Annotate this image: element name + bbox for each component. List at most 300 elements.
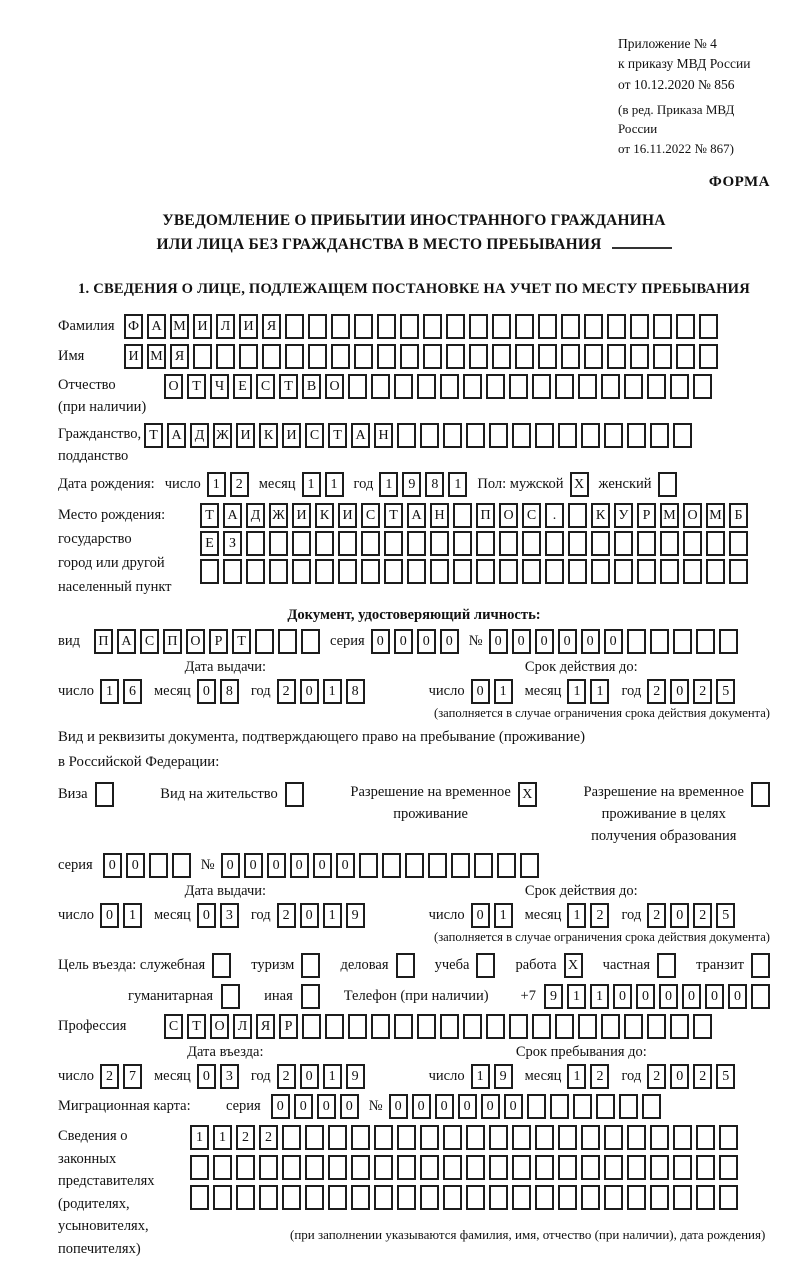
char-cell[interactable] [637, 531, 656, 556]
char-cell[interactable] [476, 559, 495, 584]
char-cell[interactable]: 2 [100, 1064, 119, 1089]
char-cell[interactable] [550, 1094, 569, 1119]
char-cell[interactable] [348, 374, 367, 399]
char-cell[interactable]: Д [190, 423, 209, 448]
char-cell[interactable]: 9 [346, 903, 365, 928]
char-cell[interactable] [328, 1185, 347, 1210]
char-cell[interactable]: М [706, 503, 725, 528]
char-cell[interactable]: 0 [435, 1094, 454, 1119]
char-cell[interactable] [259, 1155, 278, 1180]
title-blank-line[interactable] [612, 236, 672, 249]
char-cell[interactable] [338, 559, 357, 584]
char-cell[interactable] [545, 559, 564, 584]
char-cell[interactable]: И [292, 503, 311, 528]
char-cell[interactable] [535, 1125, 554, 1150]
char-cell[interactable]: 2 [236, 1125, 255, 1150]
char-cell[interactable]: 1 [190, 1125, 209, 1150]
char-cell[interactable] [581, 1185, 600, 1210]
char-cell[interactable]: Я [256, 1014, 275, 1039]
char-cell[interactable] [604, 423, 623, 448]
char-cell[interactable]: Т [200, 503, 219, 528]
char-cell[interactable]: 0 [471, 903, 490, 928]
char-cell[interactable] [522, 531, 541, 556]
char-cell[interactable]: Т [187, 1014, 206, 1039]
char-cell[interactable]: 0 [670, 679, 689, 704]
char-cell[interactable] [246, 531, 265, 556]
char-cell[interactable] [584, 344, 603, 369]
char-cell[interactable] [515, 344, 534, 369]
char-cell[interactable]: 0 [458, 1094, 477, 1119]
char-cell[interactable] [466, 1125, 485, 1150]
char-cell[interactable]: 1 [213, 1125, 232, 1150]
char-cell[interactable] [719, 1155, 738, 1180]
char-cell[interactable] [538, 344, 557, 369]
char-cell[interactable] [568, 559, 587, 584]
char-cell[interactable] [463, 374, 482, 399]
char-cell[interactable] [607, 344, 626, 369]
char-cell[interactable] [653, 344, 672, 369]
char-cell[interactable]: 1 [379, 472, 398, 497]
char-cell[interactable] [650, 629, 669, 654]
char-cell[interactable] [719, 629, 738, 654]
char-cell[interactable] [338, 531, 357, 556]
char-cell[interactable]: 1 [448, 472, 467, 497]
char-cell[interactable] [596, 1094, 615, 1119]
char-cell[interactable]: И [193, 314, 212, 339]
char-cell[interactable] [486, 1014, 505, 1039]
char-cell[interactable] [328, 1155, 347, 1180]
char-cell[interactable]: 2 [647, 679, 666, 704]
char-cell[interactable]: Т [144, 423, 163, 448]
char-cell[interactable]: 2 [277, 679, 296, 704]
char-cell[interactable]: С [164, 1014, 183, 1039]
char-cell[interactable] [190, 1155, 209, 1180]
char-cell[interactable] [527, 1094, 546, 1119]
char-cell[interactable] [223, 559, 242, 584]
char-cell[interactable] [581, 1155, 600, 1180]
char-cell[interactable] [407, 559, 426, 584]
char-cell[interactable]: У [614, 503, 633, 528]
char-cell[interactable] [630, 344, 649, 369]
char-cell[interactable] [558, 1125, 577, 1150]
char-cell[interactable] [696, 1185, 715, 1210]
char-cell[interactable]: И [124, 344, 143, 369]
char-cell[interactable] [627, 423, 646, 448]
char-cell[interactable]: О [186, 629, 205, 654]
char-cell[interactable]: М [170, 314, 189, 339]
char-cell[interactable] [532, 1014, 551, 1039]
char-cell[interactable] [512, 1125, 531, 1150]
char-cell[interactable]: Ж [269, 503, 288, 528]
char-cell[interactable] [660, 531, 679, 556]
char-cell[interactable] [676, 344, 695, 369]
char-cell[interactable] [400, 344, 419, 369]
char-cell[interactable] [285, 782, 304, 807]
char-cell[interactable] [262, 344, 281, 369]
char-cell[interactable]: Ж [213, 423, 232, 448]
char-cell[interactable]: 0 [512, 629, 531, 654]
char-cell[interactable] [466, 1155, 485, 1180]
char-cell[interactable]: 9 [402, 472, 421, 497]
char-cell[interactable] [405, 853, 424, 878]
char-cell[interactable] [650, 423, 669, 448]
char-cell[interactable]: Ч [210, 374, 229, 399]
char-cell[interactable] [601, 374, 620, 399]
char-cell[interactable] [348, 1014, 367, 1039]
char-cell[interactable]: 3 [220, 903, 239, 928]
char-cell[interactable] [624, 1014, 643, 1039]
char-cell[interactable] [420, 423, 439, 448]
char-cell[interactable] [699, 314, 718, 339]
char-cell[interactable] [558, 1185, 577, 1210]
char-cell[interactable] [469, 314, 488, 339]
char-cell[interactable] [607, 314, 626, 339]
char-cell[interactable] [397, 1125, 416, 1150]
char-cell[interactable]: 0 [300, 903, 319, 928]
char-cell[interactable] [301, 629, 320, 654]
char-cell[interactable]: Б [729, 503, 748, 528]
char-cell[interactable] [269, 531, 288, 556]
char-cell[interactable] [305, 1155, 324, 1180]
char-cell[interactable] [190, 1185, 209, 1210]
char-cell[interactable]: П [94, 629, 113, 654]
char-cell[interactable] [653, 314, 672, 339]
char-cell[interactable]: Р [279, 1014, 298, 1039]
char-cell[interactable]: 0 [558, 629, 577, 654]
char-cell[interactable] [627, 1125, 646, 1150]
char-cell[interactable]: Н [430, 503, 449, 528]
char-cell[interactable] [555, 1014, 574, 1039]
char-cell[interactable]: 0 [604, 629, 623, 654]
char-cell[interactable] [382, 853, 401, 878]
char-cell[interactable]: 0 [535, 629, 554, 654]
char-cell[interactable] [729, 559, 748, 584]
char-cell[interactable]: 0 [659, 984, 678, 1009]
char-cell[interactable]: 1 [471, 1064, 490, 1089]
char-cell[interactable] [683, 531, 702, 556]
char-cell[interactable] [751, 984, 770, 1009]
char-cell[interactable]: Р [637, 503, 656, 528]
char-cell[interactable] [535, 423, 554, 448]
char-cell[interactable] [650, 1185, 669, 1210]
char-cell[interactable]: 1 [590, 679, 609, 704]
char-cell[interactable] [269, 559, 288, 584]
char-cell[interactable]: А [351, 423, 370, 448]
char-cell[interactable]: В [302, 374, 321, 399]
char-cell[interactable] [515, 314, 534, 339]
char-cell[interactable] [751, 782, 770, 807]
char-cell[interactable]: 2 [647, 1064, 666, 1089]
char-cell[interactable] [512, 1185, 531, 1210]
char-cell[interactable]: С [305, 423, 324, 448]
char-cell[interactable] [407, 531, 426, 556]
char-cell[interactable] [627, 1155, 646, 1180]
char-cell[interactable] [591, 559, 610, 584]
char-cell[interactable] [397, 423, 416, 448]
char-cell[interactable]: 0 [313, 853, 332, 878]
char-cell[interactable]: 8 [346, 679, 365, 704]
char-cell[interactable] [440, 374, 459, 399]
char-cell[interactable] [430, 531, 449, 556]
char-cell[interactable]: 2 [693, 1064, 712, 1089]
char-cell[interactable] [538, 314, 557, 339]
char-cell[interactable] [693, 1014, 712, 1039]
char-cell[interactable] [302, 1014, 321, 1039]
char-cell[interactable]: 0 [417, 629, 436, 654]
char-cell[interactable] [561, 314, 580, 339]
char-cell[interactable]: Т [232, 629, 251, 654]
char-cell[interactable] [614, 559, 633, 584]
char-cell[interactable] [453, 531, 472, 556]
char-cell[interactable]: 0 [126, 853, 145, 878]
char-cell[interactable] [568, 503, 587, 528]
char-cell[interactable]: 0 [300, 679, 319, 704]
char-cell[interactable] [371, 1014, 390, 1039]
char-cell[interactable] [581, 423, 600, 448]
char-cell[interactable] [604, 1125, 623, 1150]
char-cell[interactable]: 0 [340, 1094, 359, 1119]
char-cell[interactable]: К [259, 423, 278, 448]
char-cell[interactable] [673, 423, 692, 448]
char-cell[interactable] [751, 953, 770, 978]
char-cell[interactable] [301, 984, 320, 1009]
char-cell[interactable] [361, 531, 380, 556]
char-cell[interactable] [601, 1014, 620, 1039]
char-cell[interactable] [673, 1185, 692, 1210]
char-cell[interactable] [446, 314, 465, 339]
char-cell[interactable] [278, 629, 297, 654]
char-cell[interactable]: О [210, 1014, 229, 1039]
char-cell[interactable] [236, 1185, 255, 1210]
char-cell[interactable] [673, 1155, 692, 1180]
char-cell[interactable] [696, 1125, 715, 1150]
char-cell[interactable]: 0 [581, 629, 600, 654]
char-cell[interactable] [489, 423, 508, 448]
char-cell[interactable]: 8 [425, 472, 444, 497]
char-cell[interactable]: Е [200, 531, 219, 556]
char-cell[interactable] [351, 1155, 370, 1180]
char-cell[interactable]: 1 [590, 984, 609, 1009]
char-cell[interactable]: И [282, 423, 301, 448]
char-cell[interactable] [492, 344, 511, 369]
char-cell[interactable]: 0 [290, 853, 309, 878]
char-cell[interactable] [676, 314, 695, 339]
char-cell[interactable] [384, 531, 403, 556]
char-cell[interactable] [476, 531, 495, 556]
char-cell[interactable] [374, 1125, 393, 1150]
char-cell[interactable] [647, 1014, 666, 1039]
char-cell[interactable]: 0 [636, 984, 655, 1009]
char-cell[interactable]: 0 [244, 853, 263, 878]
char-cell[interactable]: 2 [259, 1125, 278, 1150]
char-cell[interactable] [658, 472, 677, 497]
char-cell[interactable] [463, 1014, 482, 1039]
char-cell[interactable] [492, 314, 511, 339]
char-cell[interactable]: 2 [590, 903, 609, 928]
char-cell[interactable]: 0 [197, 1064, 216, 1089]
char-cell[interactable]: . [545, 503, 564, 528]
char-cell[interactable]: И [338, 503, 357, 528]
char-cell[interactable]: 0 [371, 629, 390, 654]
char-cell[interactable] [172, 853, 191, 878]
char-cell[interactable] [259, 1185, 278, 1210]
char-cell[interactable]: О [164, 374, 183, 399]
char-cell[interactable] [255, 629, 274, 654]
char-cell[interactable] [466, 1185, 485, 1210]
char-cell[interactable] [706, 531, 725, 556]
char-cell[interactable] [578, 1014, 597, 1039]
char-cell[interactable] [236, 1155, 255, 1180]
char-cell[interactable] [384, 559, 403, 584]
char-cell[interactable]: 0 [294, 1094, 313, 1119]
char-cell[interactable]: Р [209, 629, 228, 654]
char-cell[interactable]: 0 [197, 679, 216, 704]
char-cell[interactable]: 5 [716, 1064, 735, 1089]
char-cell[interactable] [377, 314, 396, 339]
char-cell[interactable] [212, 953, 231, 978]
char-cell[interactable] [670, 1014, 689, 1039]
char-cell[interactable] [216, 344, 235, 369]
char-cell[interactable] [627, 1185, 646, 1210]
char-cell[interactable]: 1 [323, 903, 342, 928]
char-cell[interactable]: Е [233, 374, 252, 399]
char-cell[interactable]: С [140, 629, 159, 654]
char-cell[interactable]: А [167, 423, 186, 448]
char-cell[interactable] [400, 314, 419, 339]
char-cell[interactable]: 0 [504, 1094, 523, 1119]
char-cell[interactable] [305, 1125, 324, 1150]
char-cell[interactable]: 0 [221, 853, 240, 878]
char-cell[interactable] [573, 1094, 592, 1119]
char-cell[interactable]: 0 [100, 903, 119, 928]
char-cell[interactable]: Т [328, 423, 347, 448]
char-cell[interactable] [282, 1155, 301, 1180]
char-cell[interactable]: 0 [267, 853, 286, 878]
char-cell[interactable] [627, 629, 646, 654]
char-cell[interactable] [282, 1125, 301, 1150]
char-cell[interactable] [555, 374, 574, 399]
char-cell[interactable] [699, 344, 718, 369]
char-cell[interactable] [417, 374, 436, 399]
char-cell[interactable]: 2 [277, 1064, 296, 1089]
char-cell[interactable]: А [117, 629, 136, 654]
char-cell[interactable] [149, 853, 168, 878]
char-cell[interactable]: П [476, 503, 495, 528]
char-cell[interactable]: 0 [103, 853, 122, 878]
char-cell[interactable]: 1 [325, 472, 344, 497]
char-cell[interactable] [535, 1185, 554, 1210]
char-cell[interactable] [486, 374, 505, 399]
char-cell[interactable] [420, 1125, 439, 1150]
char-cell[interactable] [719, 1125, 738, 1150]
char-cell[interactable]: X [570, 472, 589, 497]
char-cell[interactable] [213, 1155, 232, 1180]
char-cell[interactable]: О [325, 374, 344, 399]
char-cell[interactable] [440, 1014, 459, 1039]
char-cell[interactable] [584, 314, 603, 339]
char-cell[interactable]: К [315, 503, 334, 528]
char-cell[interactable] [331, 344, 350, 369]
char-cell[interactable] [423, 314, 442, 339]
char-cell[interactable] [193, 344, 212, 369]
char-cell[interactable] [374, 1185, 393, 1210]
char-cell[interactable] [325, 1014, 344, 1039]
char-cell[interactable] [423, 344, 442, 369]
char-cell[interactable] [200, 559, 219, 584]
char-cell[interactable]: X [564, 953, 583, 978]
char-cell[interactable]: И [239, 314, 258, 339]
char-cell[interactable]: Я [262, 314, 281, 339]
char-cell[interactable]: 1 [123, 903, 142, 928]
char-cell[interactable] [696, 1155, 715, 1180]
char-cell[interactable] [489, 1185, 508, 1210]
char-cell[interactable]: Т [279, 374, 298, 399]
char-cell[interactable]: 5 [716, 679, 735, 704]
char-cell[interactable]: 7 [123, 1064, 142, 1089]
char-cell[interactable]: Т [187, 374, 206, 399]
char-cell[interactable]: Ф [124, 314, 143, 339]
char-cell[interactable]: М [660, 503, 679, 528]
char-cell[interactable] [499, 531, 518, 556]
char-cell[interactable]: 0 [300, 1064, 319, 1089]
char-cell[interactable] [451, 853, 470, 878]
char-cell[interactable] [650, 1125, 669, 1150]
char-cell[interactable] [428, 853, 447, 878]
char-cell[interactable]: С [256, 374, 275, 399]
char-cell[interactable] [568, 531, 587, 556]
char-cell[interactable]: 6 [123, 679, 142, 704]
char-cell[interactable] [706, 559, 725, 584]
char-cell[interactable] [558, 1155, 577, 1180]
char-cell[interactable]: 0 [271, 1094, 290, 1119]
char-cell[interactable]: 0 [197, 903, 216, 928]
char-cell[interactable] [453, 559, 472, 584]
char-cell[interactable]: О [499, 503, 518, 528]
char-cell[interactable] [693, 374, 712, 399]
char-cell[interactable]: 0 [613, 984, 632, 1009]
char-cell[interactable]: 3 [220, 1064, 239, 1089]
char-cell[interactable] [394, 1014, 413, 1039]
char-cell[interactable]: 9 [494, 1064, 513, 1089]
char-cell[interactable] [696, 629, 715, 654]
char-cell[interactable] [443, 1125, 462, 1150]
char-cell[interactable] [650, 1155, 669, 1180]
char-cell[interactable] [509, 1014, 528, 1039]
char-cell[interactable] [246, 559, 265, 584]
char-cell[interactable] [292, 559, 311, 584]
char-cell[interactable] [729, 531, 748, 556]
char-cell[interactable] [361, 559, 380, 584]
char-cell[interactable]: 1 [323, 1064, 342, 1089]
char-cell[interactable] [545, 531, 564, 556]
char-cell[interactable]: 2 [647, 903, 666, 928]
char-cell[interactable] [430, 559, 449, 584]
char-cell[interactable]: 0 [489, 629, 508, 654]
char-cell[interactable] [377, 344, 396, 369]
char-cell[interactable]: 0 [670, 1064, 689, 1089]
char-cell[interactable]: 0 [336, 853, 355, 878]
char-cell[interactable] [213, 1185, 232, 1210]
char-cell[interactable] [397, 1185, 416, 1210]
char-cell[interactable] [374, 1155, 393, 1180]
char-cell[interactable] [476, 953, 495, 978]
char-cell[interactable] [443, 1185, 462, 1210]
char-cell[interactable] [670, 374, 689, 399]
char-cell[interactable] [673, 1125, 692, 1150]
char-cell[interactable]: 0 [705, 984, 724, 1009]
char-cell[interactable] [282, 1185, 301, 1210]
char-cell[interactable] [420, 1185, 439, 1210]
